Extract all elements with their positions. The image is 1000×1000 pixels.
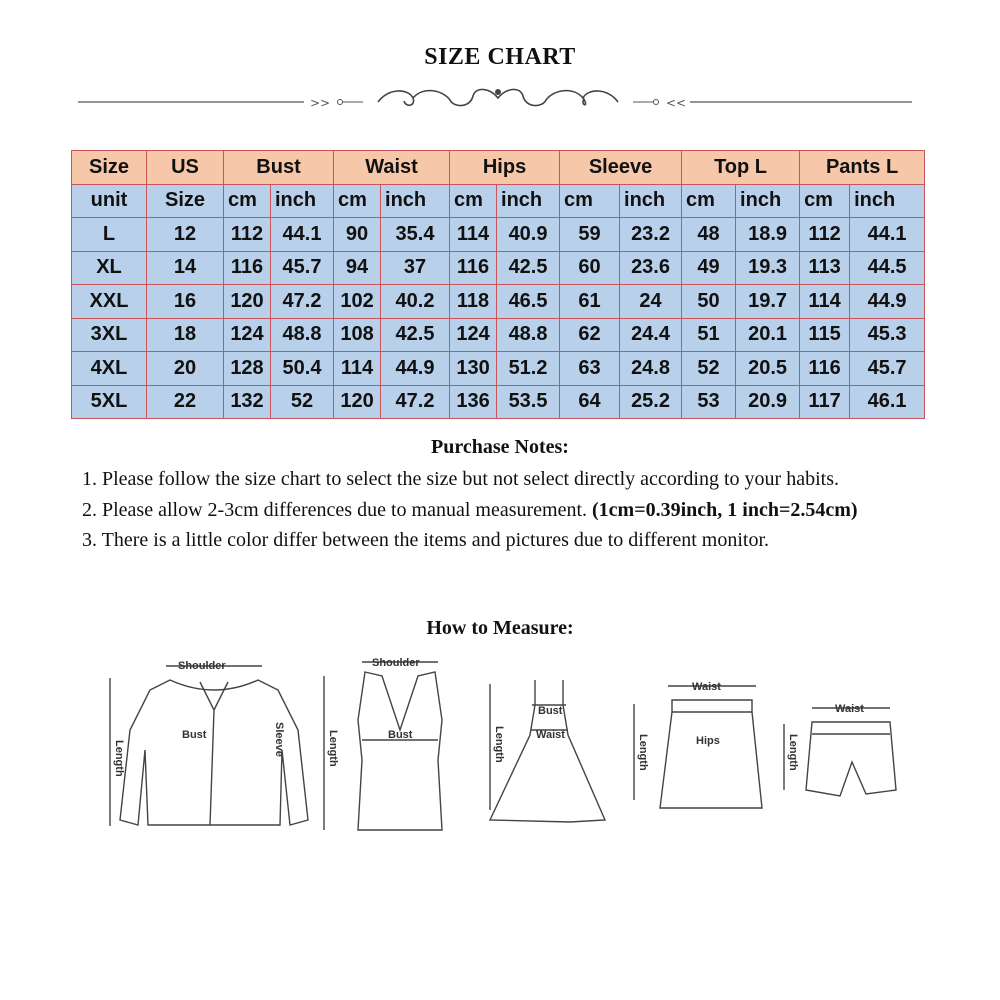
how-to-measure-title: How to Measure:	[426, 617, 574, 639]
table-cell: 45.7	[271, 251, 334, 285]
table-cell: 51.2	[497, 352, 560, 386]
measurement-illustrations	[90, 650, 930, 850]
table-cell: 52	[271, 385, 334, 419]
table-row	[72, 285, 925, 319]
bust-label: Bust	[388, 729, 413, 741]
table-unit-cell: inch	[381, 184, 450, 218]
table-cell: 23.2	[620, 218, 682, 252]
table-row	[72, 318, 925, 352]
table-cell: 59	[560, 218, 620, 252]
table-cell: 24.4	[620, 318, 682, 352]
shoulder-label: Shoulder	[178, 660, 226, 672]
table-cell: 46.1	[850, 385, 925, 419]
table-cell: 24	[620, 285, 682, 319]
skirt-illustration	[634, 681, 762, 808]
table-cell: 50.4	[271, 352, 334, 386]
table-cell: 44.9	[850, 285, 925, 319]
length-label: Length	[113, 740, 125, 777]
table-cell: 3XL	[72, 318, 147, 352]
table-cell: 22	[147, 385, 224, 419]
table-cell: 64	[560, 385, 620, 419]
table-cell: 116	[224, 251, 271, 285]
table-row	[72, 251, 925, 285]
note-3: 3. There is a little color differ between the items and pictures due to different monitor.	[82, 529, 770, 551]
table-cell: 37	[381, 251, 450, 285]
bust-label: Bust	[182, 729, 207, 741]
table-unit-cell: cm	[334, 184, 381, 218]
table-cell: 48.8	[497, 318, 560, 352]
table-cell: 115	[800, 318, 850, 352]
note-2	[82, 495, 942, 526]
table-cell: 19.7	[736, 285, 800, 319]
table-cell: 44.5	[850, 251, 925, 285]
table-unit-row	[72, 184, 925, 218]
table-unit-cell: cm	[560, 184, 620, 218]
table-cell: 116	[450, 251, 497, 285]
table-cell: 114	[334, 352, 381, 386]
table-cell: 20	[147, 352, 224, 386]
table-header-cell: Sleeve	[560, 151, 682, 185]
table-cell: 50	[682, 285, 736, 319]
table-cell: 47.2	[381, 385, 450, 419]
table-cell: 20.1	[736, 318, 800, 352]
table-cell: 117	[800, 385, 850, 419]
table-cell: 48.8	[271, 318, 334, 352]
table-cell: 45.7	[850, 352, 925, 386]
table-cell: 35.4	[381, 218, 450, 252]
table-cell: 113	[800, 251, 850, 285]
table-cell: 14	[147, 251, 224, 285]
table-cell: 40.9	[497, 218, 560, 252]
table-cell: 62	[560, 318, 620, 352]
waist-label: Waist	[835, 703, 864, 715]
dress-illustration	[490, 680, 605, 822]
table-cell: 23.6	[620, 251, 682, 285]
table-cell: 94	[334, 251, 381, 285]
blouse-illustration	[110, 660, 308, 826]
table-unit-cell: cm	[450, 184, 497, 218]
length-label: Length	[493, 726, 505, 763]
table-cell: 63	[560, 352, 620, 386]
table-cell: 136	[450, 385, 497, 419]
table-header-cell: Bust	[224, 151, 334, 185]
table-cell: 118	[450, 285, 497, 319]
ornament-divider	[78, 82, 918, 118]
table-cell: L	[72, 218, 147, 252]
table-cell: 42.5	[497, 251, 560, 285]
sleeve-label: Sleeve	[273, 722, 285, 757]
table-unit-cell: cm	[682, 184, 736, 218]
table-cell: 102	[334, 285, 381, 319]
note-2-text: 2. Please allow 2-3cm differences due to manual measurement.	[82, 498, 593, 521]
table-cell: 52	[682, 352, 736, 386]
table-cell: 53	[682, 385, 736, 419]
length-label: Length	[637, 734, 649, 771]
waist-label: Waist	[692, 681, 721, 693]
table-cell: 4XL	[72, 352, 147, 386]
note-2-conversion: (1cm=0.39inch, 1 inch=2.54cm)	[592, 498, 858, 521]
table-cell: 44.9	[381, 352, 450, 386]
table-cell: 45.3	[850, 318, 925, 352]
table-cell: 108	[334, 318, 381, 352]
table-cell: 5XL	[72, 385, 147, 419]
table-row	[72, 385, 925, 419]
table-unit-cell: cm	[224, 184, 271, 218]
table-cell: 128	[224, 352, 271, 386]
table-cell: XXL	[72, 285, 147, 319]
table-cell: XL	[72, 251, 147, 285]
purchase-notes-title: Purchase Notes:	[431, 436, 569, 458]
table-cell: 90	[334, 218, 381, 252]
table-cell: 46.5	[497, 285, 560, 319]
table-cell: 120	[334, 385, 381, 419]
table-cell: 114	[450, 218, 497, 252]
table-header-row	[72, 151, 925, 185]
tank-top-illustration	[324, 657, 442, 830]
length-label: Length	[787, 734, 799, 771]
table-cell: 16	[147, 285, 224, 319]
table-header-cell: Size	[72, 151, 147, 185]
table-unit-cell: inch	[736, 184, 800, 218]
table-cell: 42.5	[381, 318, 450, 352]
table-header-cell: Hips	[450, 151, 560, 185]
table-cell: 44.1	[850, 218, 925, 252]
purchase-notes	[82, 464, 942, 556]
waist-label: Waist	[536, 729, 565, 741]
table-unit-cell: Size	[147, 184, 224, 218]
table-unit-cell: cm	[800, 184, 850, 218]
table-row	[72, 352, 925, 386]
table-cell: 60	[560, 251, 620, 285]
size-table	[71, 150, 925, 419]
table-cell: 120	[224, 285, 271, 319]
length-label: Length	[327, 730, 339, 767]
table-header-cell: Top L	[682, 151, 800, 185]
table-cell: 49	[682, 251, 736, 285]
table-cell: 47.2	[271, 285, 334, 319]
table-cell: 112	[224, 218, 271, 252]
table-cell: 12	[147, 218, 224, 252]
table-cell: 124	[224, 318, 271, 352]
table-cell: 20.9	[736, 385, 800, 419]
table-cell: 51	[682, 318, 736, 352]
table-row	[72, 218, 925, 252]
table-unit-cell: inch	[620, 184, 682, 218]
table-header-cell: US	[147, 151, 224, 185]
table-cell: 130	[450, 352, 497, 386]
table-cell: 53.5	[497, 385, 560, 419]
svg-text:<<: <<	[666, 96, 687, 110]
table-cell: 40.2	[381, 285, 450, 319]
table-cell: 114	[800, 285, 850, 319]
table-unit-cell: inch	[497, 184, 560, 218]
table-cell: 116	[800, 352, 850, 386]
table-unit-cell: inch	[850, 184, 925, 218]
size-chart-title: SIZE CHART	[424, 44, 576, 70]
table-header-cell: Waist	[334, 151, 450, 185]
table-cell: 20.5	[736, 352, 800, 386]
table-unit-cell: unit	[72, 184, 147, 218]
hips-label: Hips	[696, 735, 720, 747]
shoulder-label: Shoulder	[372, 657, 420, 669]
table-cell: 112	[800, 218, 850, 252]
table-cell: 44.1	[271, 218, 334, 252]
table-cell: 61	[560, 285, 620, 319]
table-header-cell: Pants L	[800, 151, 925, 185]
table-cell: 124	[450, 318, 497, 352]
svg-text:>>: >>	[310, 96, 331, 110]
table-unit-cell: inch	[271, 184, 334, 218]
bust-label: Bust	[538, 705, 563, 717]
shorts-illustration	[784, 703, 896, 796]
table-cell: 18.9	[736, 218, 800, 252]
table-cell: 19.3	[736, 251, 800, 285]
table-cell: 24.8	[620, 352, 682, 386]
note-1: 1. Please follow the size chart to select the size but not select directly according to your habits.	[82, 468, 839, 490]
table-cell: 132	[224, 385, 271, 419]
table-cell: 48	[682, 218, 736, 252]
table-cell: 18	[147, 318, 224, 352]
table-cell: 25.2	[620, 385, 682, 419]
